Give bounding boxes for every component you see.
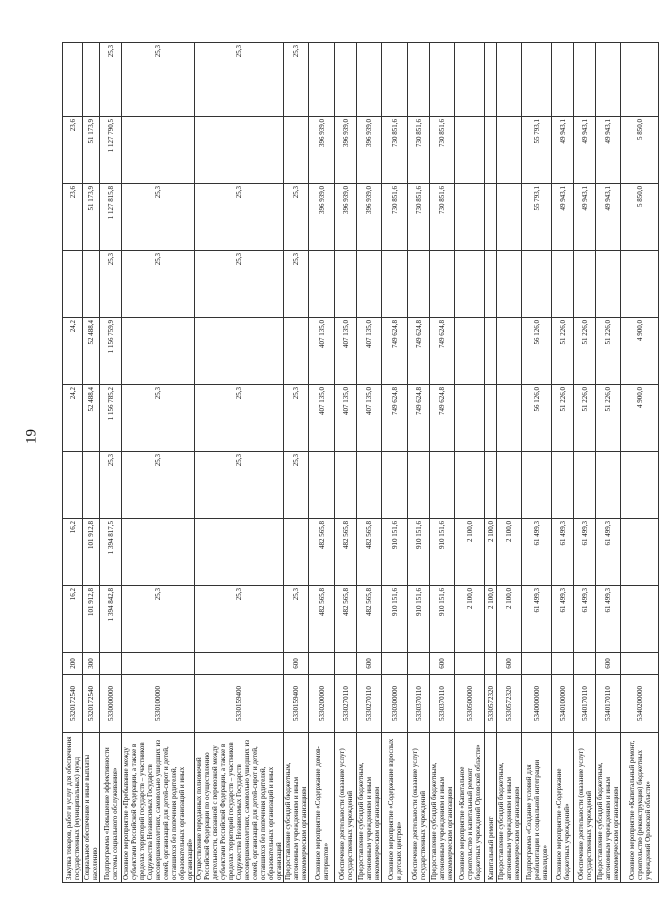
amount-cell [83,43,100,117]
amount-cell [485,117,497,184]
amount-cell [122,117,195,184]
amount-cell: 2 100,0 [485,586,497,653]
table-row [335,43,357,883]
code-cell: 5330270110 [335,675,357,733]
amount-cell: 25,3 [122,43,195,117]
amount-cell [497,43,522,117]
amount-cell [430,251,455,318]
amount-cell [497,318,522,385]
vr-cell: 600 [596,653,621,675]
amount-cell: 1 156 759,9 [100,318,122,385]
amount-cell: 56 126,0 [522,318,552,385]
amount-cell: 5 850,0 [621,117,659,184]
budget-table [62,42,659,883]
amount-cell: 910 151,6 [408,519,430,586]
amount-cell: 24,2 [63,318,83,385]
amount-cell: 730 851,6 [408,184,430,251]
code-cell: 5320172540 [63,675,83,733]
amount-cell [455,43,485,117]
table-row [100,43,122,883]
amount-cell: 730 851,6 [430,117,455,184]
table-row [522,43,552,883]
amount-cell: 396 939,0 [335,117,357,184]
amount-cell [335,43,357,117]
amount-cell: 730 851,6 [408,117,430,184]
amount-cell [382,251,408,318]
amount-cell [309,251,335,318]
amount-cell: 61 499,3 [552,586,574,653]
amount-cell [497,251,522,318]
code-cell: 5330270110 [357,675,382,733]
table-row [357,43,382,883]
amount-cell: 749 624,8 [408,318,430,385]
amount-cell: 25,3 [195,43,284,117]
table-row [596,43,621,883]
table-row [408,43,430,883]
vr-cell [100,653,122,675]
vr-cell: 600 [497,653,522,675]
amount-cell [195,519,284,586]
amount-cell [83,251,100,318]
amount-cell [455,117,485,184]
table-row [63,43,83,883]
amount-cell: 749 624,8 [430,318,455,385]
code-cell: 5330500000 [455,675,485,733]
amount-cell: 25,3 [195,251,284,318]
amount-cell: 61 499,3 [574,519,596,586]
amount-cell [621,43,659,117]
table-row [455,43,485,883]
amount-cell: 49 943,1 [574,184,596,251]
amount-cell: 52 488,4 [83,318,100,385]
amount-cell: 4 900,0 [621,385,659,452]
amount-cell: 49 943,1 [552,184,574,251]
amount-cell: 25,3 [284,452,309,519]
amount-cell: 407 135,0 [357,385,382,452]
amount-cell [83,452,100,519]
amount-cell: 51 226,0 [596,385,621,452]
vr-cell [195,653,284,675]
amount-cell: 25,3 [284,184,309,251]
amount-cell: 24,2 [63,385,83,452]
amount-cell [552,452,574,519]
amount-cell [335,251,357,318]
amount-cell: 25,3 [100,452,122,519]
amount-cell: 396 939,0 [357,117,382,184]
table-row [552,43,574,883]
vr-cell [382,653,408,675]
amount-cell: 407 135,0 [335,385,357,452]
amount-cell: 61 499,3 [574,586,596,653]
amount-cell: 16,2 [63,519,83,586]
amount-cell: 61 499,3 [522,519,552,586]
amount-cell: 25,3 [195,586,284,653]
amount-cell [284,318,309,385]
amount-cell: 730 851,6 [430,184,455,251]
amount-cell [284,117,309,184]
code-cell: 5330000000 [100,675,122,733]
code-cell: 5330572320 [485,675,497,733]
row-name-cell: Социальное обеспечение и иные выплаты населению [83,733,100,883]
row-name-cell: Предоставление субсидий бюджетным, автономным учреждениям и иным некоммерческим организациям [284,733,309,883]
amount-cell: 49 943,1 [574,117,596,184]
amount-cell: 2 100,0 [455,586,485,653]
amount-cell [497,117,522,184]
amount-cell [63,43,83,117]
table-row [621,43,659,883]
amount-cell: 5 850,0 [621,184,659,251]
amount-cell: 61 499,3 [596,586,621,653]
row-name-cell: Основное мероприятие «Содержание бюджетных учреждений» [552,733,574,883]
vr-cell [552,653,574,675]
amount-cell: 396 939,0 [309,184,335,251]
code-cell: 5330572320 [497,675,522,733]
row-name-cell: Основное мероприятие «Содержание взрослых и детских центров» [382,733,408,883]
amount-cell: 910 151,6 [382,586,408,653]
amount-cell: 396 939,0 [309,117,335,184]
vr-cell [335,653,357,675]
code-cell: 5340200000 [621,675,659,733]
budget-table-sheet [62,43,652,883]
row-name-cell: Подпрограмма «Повышение эффективности системы социального обслуживания» [100,733,122,883]
amount-cell [485,452,497,519]
vr-cell [485,653,497,675]
row-name-cell: Подпрограмма «Создание условий для реабилитации и социальной интеграции инвалидов» [522,733,552,883]
table-row [309,43,335,883]
code-cell: 5330200000 [309,675,335,733]
vr-cell: 600 [357,653,382,675]
amount-cell: 1 156 785,2 [100,385,122,452]
amount-cell [455,385,485,452]
row-name-cell: Основное мероприятие «Содержание домов-интернатов» [309,733,335,883]
amount-cell: 51 226,0 [574,385,596,452]
code-cell: 5340170110 [574,675,596,733]
amount-cell [596,251,621,318]
amount-cell [497,452,522,519]
amount-cell: 25,3 [284,251,309,318]
amount-cell [455,251,485,318]
amount-cell: 1 127 790,5 [100,117,122,184]
vr-cell [455,653,485,675]
amount-cell: 51 226,0 [574,318,596,385]
row-name-cell: Основное мероприятие «Пребывание между субъектами Российской Федерации, а также в пределах территорий государств – участников Содружества Независимых Государств несовершеннолетних, самовольно ушедших из семей, организаций для детей-сирот и детей, оставшихся без попечения родителей, образовательных организаций и иных организаций» [122,733,195,883]
table-row [430,43,455,883]
code-cell: 5340100000 [552,675,574,733]
amount-cell: 407 135,0 [309,385,335,452]
amount-cell [621,519,659,586]
amount-cell: 749 624,8 [430,385,455,452]
amount-cell: 1 127 815,8 [100,184,122,251]
code-cell: 5330300000 [382,675,408,733]
amount-cell: 25,3 [100,43,122,117]
amount-cell: 749 624,8 [408,385,430,452]
amount-cell: 23,6 [63,117,83,184]
amount-cell [621,452,659,519]
amount-cell [357,452,382,519]
amount-cell [596,452,621,519]
amount-cell [357,43,382,117]
amount-cell: 61 499,3 [522,586,552,653]
row-name-cell: Осуществление переданных полномочий Российской Федерации по осуществлению деятельности, связанной с перевозкой между субъектами Российской Федерации, а также в пределах территорий государств – участников Содружества Независимых Государств несовершеннолетних, самовольно ушедших из семей, организаций для детей-сирот и детей, оставшихся без попечения родителей, образовательных организаций и иных организаций [195,733,284,883]
amount-cell: 1 394 842,8 [100,586,122,653]
row-name-cell: Основное мероприятие «Капитальное строительство и капитальный ремонт бюджетных учреждений Орловской области» [455,733,485,883]
amount-cell: 25,3 [284,43,309,117]
vr-cell: 600 [284,653,309,675]
table-row [485,43,497,883]
amount-cell: 25,3 [122,385,195,452]
amount-cell [430,43,455,117]
amount-cell [455,452,485,519]
code-cell: 5330370110 [408,675,430,733]
amount-cell: 482 565,8 [335,519,357,586]
amount-cell [408,251,430,318]
table-row [574,43,596,883]
vr-cell: 200 [63,653,83,675]
amount-cell [382,43,408,117]
row-name-cell: Обеспечение деятельности (оказание услуг) государственных учреждений [335,733,357,883]
amount-cell [574,43,596,117]
amount-cell: 49 943,1 [596,117,621,184]
amount-cell: 910 151,6 [430,519,455,586]
amount-cell: 51 226,0 [552,385,574,452]
amount-cell: 396 939,0 [335,184,357,251]
code-cell: 5330100000 [122,675,195,733]
amount-cell: 25,3 [195,385,284,452]
amount-cell [63,452,83,519]
row-name-cell: Обеспечение деятельности (оказание услуг) государственных учреждений [574,733,596,883]
amount-cell [497,385,522,452]
amount-cell: 407 135,0 [309,318,335,385]
code-cell: 5330370110 [430,675,455,733]
amount-cell: 25,3 [122,184,195,251]
code-cell: 5340000000 [522,675,552,733]
amount-cell: 51 226,0 [596,318,621,385]
amount-cell: 25,3 [122,452,195,519]
amount-cell: 101 912,8 [83,519,100,586]
amount-cell: 2 100,0 [497,586,522,653]
row-name-cell: Предоставление субсидий бюджетным, автономным учреждениям и иным некоммерческим организациям [497,733,522,883]
amount-cell [596,43,621,117]
code-cell: 5340170110 [596,675,621,733]
code-cell: 5330159400 [284,675,309,733]
amount-cell: 396 939,0 [357,184,382,251]
amount-cell: 482 565,8 [335,586,357,653]
amount-cell [522,452,552,519]
amount-cell [621,586,659,653]
row-name-cell: Предоставление субсидий бюджетным, автономным учреждениям и иным некоммерческим организациям [596,733,621,883]
amount-cell: 730 851,6 [382,184,408,251]
table-row [382,43,408,883]
amount-cell [335,452,357,519]
vr-cell: 600 [430,653,455,675]
table-row [122,43,195,883]
amount-cell: 16,2 [63,586,83,653]
amount-cell: 51 173,9 [83,184,100,251]
code-cell: 5330159400 [195,675,284,733]
amount-cell [552,43,574,117]
row-name-cell: Основное мероприятие «Капитальный ремонт, строительство (реконструкция) бюджетных учреждений Орловской области» [621,733,659,883]
amount-cell: 49 943,1 [596,184,621,251]
amount-cell: 101 912,8 [83,586,100,653]
amount-cell: 407 135,0 [335,318,357,385]
amount-cell: 25,3 [195,452,284,519]
amount-cell [309,43,335,117]
amount-cell: 61 499,3 [552,519,574,586]
amount-cell [574,452,596,519]
amount-cell [122,318,195,385]
amount-cell: 25,3 [195,184,284,251]
vr-cell [574,653,596,675]
amount-cell [497,184,522,251]
amount-cell [522,251,552,318]
amount-cell: 407 135,0 [357,318,382,385]
vr-cell [309,653,335,675]
amount-cell: 482 565,8 [357,586,382,653]
amount-cell: 25,3 [284,586,309,653]
amount-cell: 482 565,8 [309,519,335,586]
amount-cell: 25,3 [122,586,195,653]
amount-cell [63,251,83,318]
amount-cell: 910 151,6 [408,586,430,653]
amount-cell: 482 565,8 [309,586,335,653]
amount-cell: 51 226,0 [552,318,574,385]
vr-cell [522,653,552,675]
row-name-cell: Предоставление субсидий бюджетным, автономным учреждениям и иным некоммерческим организациям [430,733,455,883]
amount-cell [455,184,485,251]
amount-cell [195,318,284,385]
amount-cell: 51 173,9 [83,117,100,184]
table-row [284,43,309,883]
table-row [195,43,284,883]
row-name-cell: Предоставление субсидий бюджетным, автономным учреждениям и иным некоммерческим организациям [357,733,382,883]
amount-cell: 910 151,6 [430,586,455,653]
row-name-cell: Обеспечение деятельности (оказание услуг) государственных учреждений [408,733,430,883]
vr-cell: 300 [83,653,100,675]
amount-cell: 2 100,0 [485,519,497,586]
amount-cell [284,519,309,586]
amount-cell: 23,6 [63,184,83,251]
amount-cell: 4 900,0 [621,318,659,385]
amount-cell: 55 793,1 [522,117,552,184]
amount-cell: 749 624,8 [382,318,408,385]
row-name-cell: Закупка товаров, работ и услуг для обеспечения государственных (муниципальных) нужд [63,733,83,883]
amount-cell [485,43,497,117]
page-number: 19 [23,429,40,444]
amount-cell [574,251,596,318]
amount-cell [430,452,455,519]
amount-cell: 1 394 817,5 [100,519,122,586]
amount-cell [195,117,284,184]
amount-cell: 2 100,0 [497,519,522,586]
amount-cell [382,452,408,519]
amount-cell [408,43,430,117]
amount-cell: 25,3 [100,251,122,318]
vr-cell [408,653,430,675]
amount-cell [408,452,430,519]
amount-cell: 730 851,6 [382,117,408,184]
amount-cell [522,43,552,117]
row-name-cell: Капитальный ремонт [485,733,497,883]
amount-cell [485,385,497,452]
amount-cell [552,251,574,318]
amount-cell: 2 100,0 [455,519,485,586]
amount-cell: 749 624,8 [382,385,408,452]
amount-cell: 482 565,8 [357,519,382,586]
amount-cell: 56 126,0 [522,385,552,452]
table-row [497,43,522,883]
amount-cell [309,452,335,519]
vr-cell [122,653,195,675]
amount-cell [122,519,195,586]
vr-cell [621,653,659,675]
amount-cell: 910 151,6 [382,519,408,586]
amount-cell [485,184,497,251]
amount-cell: 55 793,1 [522,184,552,251]
amount-cell: 61 499,3 [596,519,621,586]
table-row [83,43,100,883]
amount-cell [485,318,497,385]
amount-cell [621,251,659,318]
amount-cell: 25,3 [284,385,309,452]
amount-cell: 25,3 [122,251,195,318]
amount-cell [455,318,485,385]
table-body [63,43,659,883]
amount-cell: 49 943,1 [552,117,574,184]
amount-cell: 52 488,4 [83,385,100,452]
code-cell: 5320172540 [83,675,100,733]
amount-cell [357,251,382,318]
amount-cell [485,251,497,318]
